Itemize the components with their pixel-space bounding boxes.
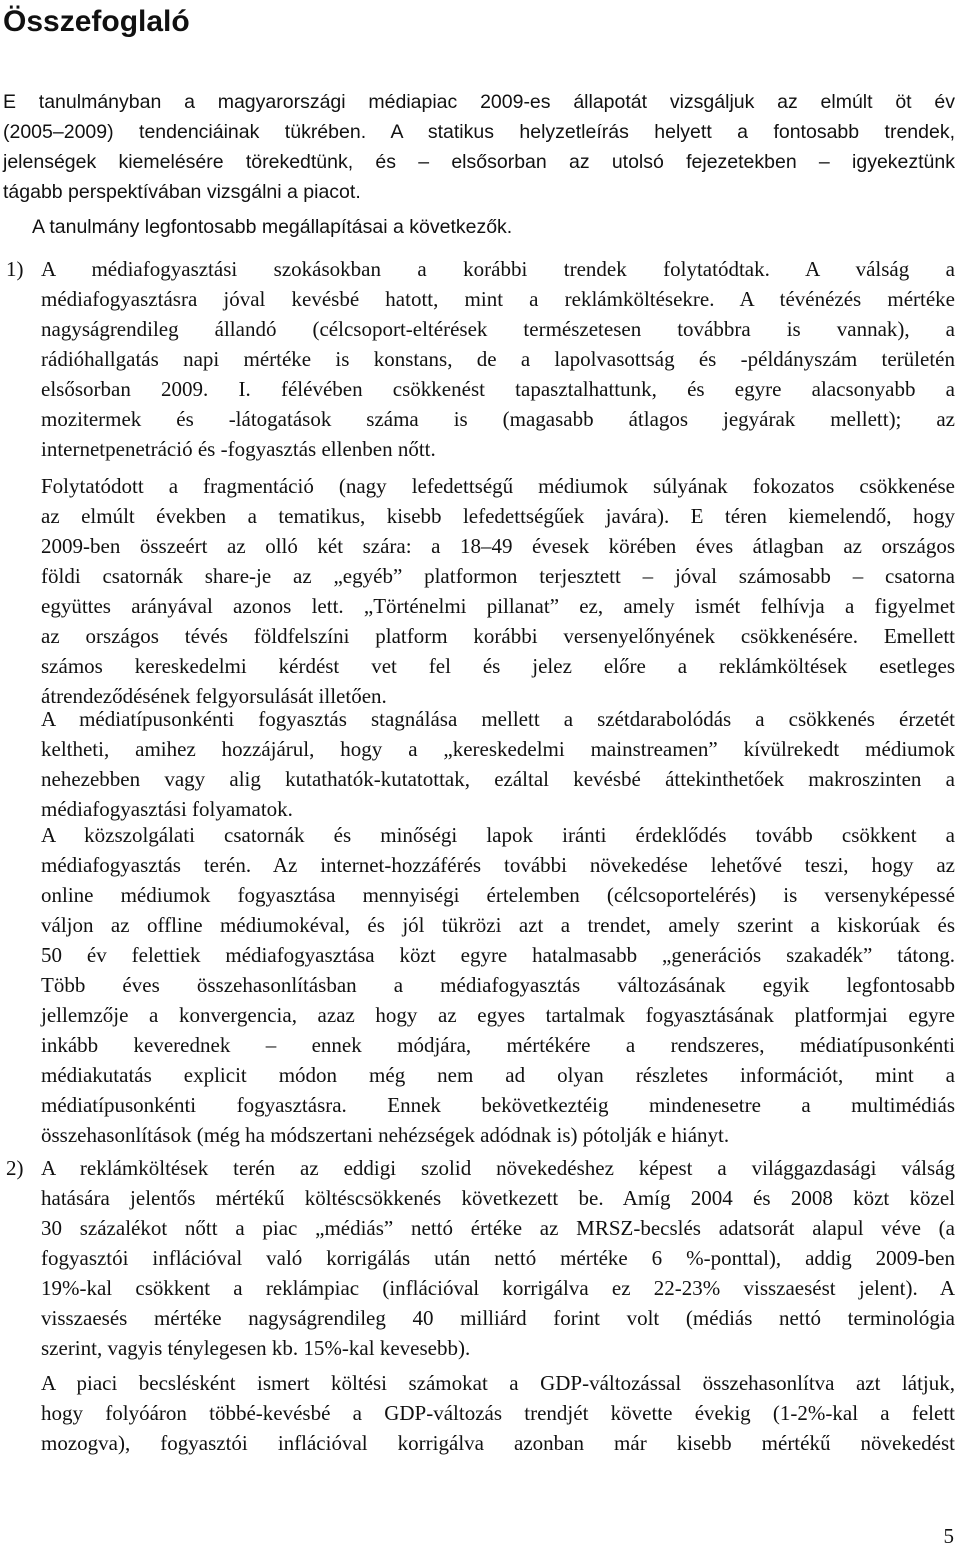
text-line: rádióhallgatás napi mértéke is konstans, de a lapolvasottság és -példányszám területén (41, 347, 955, 371)
text-line: A médiafogyasztási szokásokban a korábbi trendek folytatódtak. A válság a (41, 257, 955, 281)
text-line: az elmúlt években a tematikus, kisebb lefedettségűek javára). E téren kiemelendő, hogy (41, 504, 955, 528)
text-line: internetpenetráció és -fogyasztás ellenben nőtt. (41, 437, 436, 461)
section-number: 2) (6, 1156, 24, 1180)
text-line: Több éves összehasonlításban a médiafogyasztás változásának egyik legfontosabb (41, 973, 955, 997)
section2-paragraph-1 (41, 1153, 955, 1363)
text-line: 50 év felettiek médiafogyasztása közt egyre hatalmasabb „generációs szakadék” tátong. (41, 943, 955, 967)
text-line: médiatípusonkénti fogyasztásra. Ennek bekövetkeztéig mindenesetre a multimédiás (41, 1093, 955, 1117)
text-line: médiafogyasztási folyamatok. (41, 797, 293, 821)
page-title: Összefoglaló (3, 5, 190, 38)
section1-paragraph-1 (41, 254, 955, 464)
text-line: földi csatornák share-je az „egyéb” platformon terjesztett – jóval számosabb – csatorna (41, 564, 955, 588)
key-findings-intro (32, 212, 952, 242)
text-line: E tanulmányban a magyarországi médiapiac 2009-es állapotát vizsgáljuk az elmúlt öt év (3, 91, 955, 113)
section1-paragraph-3 (41, 704, 955, 824)
text-line: hogy folyóáron többé-kevésbé a GDP-változás trendjét követte évekig (1-2%-kal a felett (41, 1401, 955, 1425)
text-line: keltheti, amihez hozzájárul, hogy a „kereskedelmi mainstreamen” kívülrekedt médiumok (41, 737, 955, 761)
text-line: A közszolgálati csatornák és minőségi lapok iránti érdeklődés tovább csökkent a (41, 823, 955, 847)
text-line: fogyasztói inflációval való korrigálás után nettó mértéke 6 %-ponttal), addig 2009-ben (41, 1246, 955, 1270)
page-number: 5 (943, 1524, 954, 1548)
text-line: nagyságrendileg állandó (célcsoport-eltérések természetesen továbbra is vannak), a (41, 317, 955, 341)
section2-paragraph-2 (41, 1368, 955, 1458)
section1-paragraph-4 (41, 820, 955, 1150)
intro-paragraph (3, 87, 955, 207)
text-line: szerint, vagyis ténylegesen kb. 15%-kal kevesebb). (41, 1336, 471, 1360)
text-line: A reklámköltések terén az eddigi szolid növekedéshez képest a világgazdasági válság (41, 1156, 955, 1180)
text-line: A piaci becslésként ismert költési számokat a GDP-változással összehasonlítva azt látjuk, (41, 1371, 955, 1395)
text-line: A tanulmány legfontosabb megállapításai a következők. (32, 216, 513, 238)
text-line: inkább keverednek – ennek módjára, mértékére a rendszeres, médiatípusonkénti (41, 1033, 955, 1057)
text-line: számos kereskedelmi kérdést vet fel és jelez előre a reklámköltések esetleges (41, 654, 955, 678)
text-line: médiafogyasztás terén. Az internet-hozzáférés további növekedése lehetővé teszi, hogy az (41, 853, 955, 877)
text-line: visszaesés mértéke nagyságrendileg 40 milliárd forint volt (médiás nettó terminológia (41, 1306, 955, 1330)
text-line: jellemzője a konvergencia, azaz hogy az egyes tartalmak fogyasztásának platformjai egyre (41, 1003, 955, 1027)
text-line: az országos tévés földfelszíni platform korábbi versenyelőnyének csökkenésére. Emellett (41, 624, 955, 648)
section1-paragraph-2 (41, 471, 955, 711)
text-line: (2005–2009) tendenciáinak tükrében. A statikus helyzetleírás helyett a fontosabb trendek, (3, 121, 955, 143)
text-line: mozitermek és -látogatások száma is (magasabb átlagos jegyárak mellett); az (41, 407, 955, 431)
text-line: A médiatípusonkénti fogyasztás stagnálása mellett a szétdarabolódás a csökkenés érzetét (41, 707, 955, 731)
text-line: Folytatódott a fragmentáció (nagy lefedettségű médiumok súlyának fokozatos csökkenése (41, 474, 955, 498)
text-line: összehasonlítások (még ha módszertani nehézségek adódnak is) pótolják e hiányt. (41, 1123, 730, 1147)
text-line: nehezebben vagy alig kutathatók-kutatottak, ezáltal kevésbé áttekinthetőek makroszinten a (41, 767, 955, 791)
text-line: elsősorban 2009. I. félévében csökkenést tapasztalhattunk, és egyre alacsonyabb a (41, 377, 955, 401)
text-line: átrendeződésének felgyorsulását illetően. (41, 684, 387, 708)
text-line: együttes arányával azonos lett. „Történelmi pillanat” ez, amely ismét felhívja a figyelmet (41, 594, 955, 618)
text-line: médiafogyasztásra jóval kevésbé hatott, mint a reklámköltésekre. A tévénézés mértéke (41, 287, 955, 311)
text-line: 30 százalékot nőtt a piac „médiás” nettó értéke az MRSZ-becslés adatsorát alapul véve (a (41, 1216, 955, 1240)
text-line: hatására jelentős mértékű költéscsökkenés következett be. Amíg 2004 és 2008 közt közel (41, 1186, 955, 1210)
text-line: 2009-ben összeért az olló két szára: a 18–49 évesek körében éves átlagban az országos (41, 534, 955, 558)
text-line: mozogva), fogyasztói inflációval korrigálva azonban már kisebb mértékű növekedést (41, 1431, 955, 1455)
text-line: 19%-kal csökkent a reklámpiac (inflációval korrigálva ez 22-23% visszaesést jelent). A (41, 1276, 955, 1300)
text-line: váljon az offline médiumokéval, és jól tükrözi azt a trendet, amely szerint a kiskorúak és (41, 913, 955, 937)
text-line: tágabb perspektívában vizsgálni a piacot. (3, 181, 361, 203)
text-line: jelenségek kiemelésére törekedtünk, és – elsősorban az utolsó fejezetekben – igyekeztünk (3, 151, 955, 173)
text-line: online médiumok fogyasztása mennyiségi értelemben (célcsoportelérés) is versenyképessé (41, 883, 955, 907)
text-line: médiakutatás explicit módon még nem ad olyan részletes információt, mint a (41, 1063, 955, 1087)
section-number: 1) (6, 257, 24, 281)
